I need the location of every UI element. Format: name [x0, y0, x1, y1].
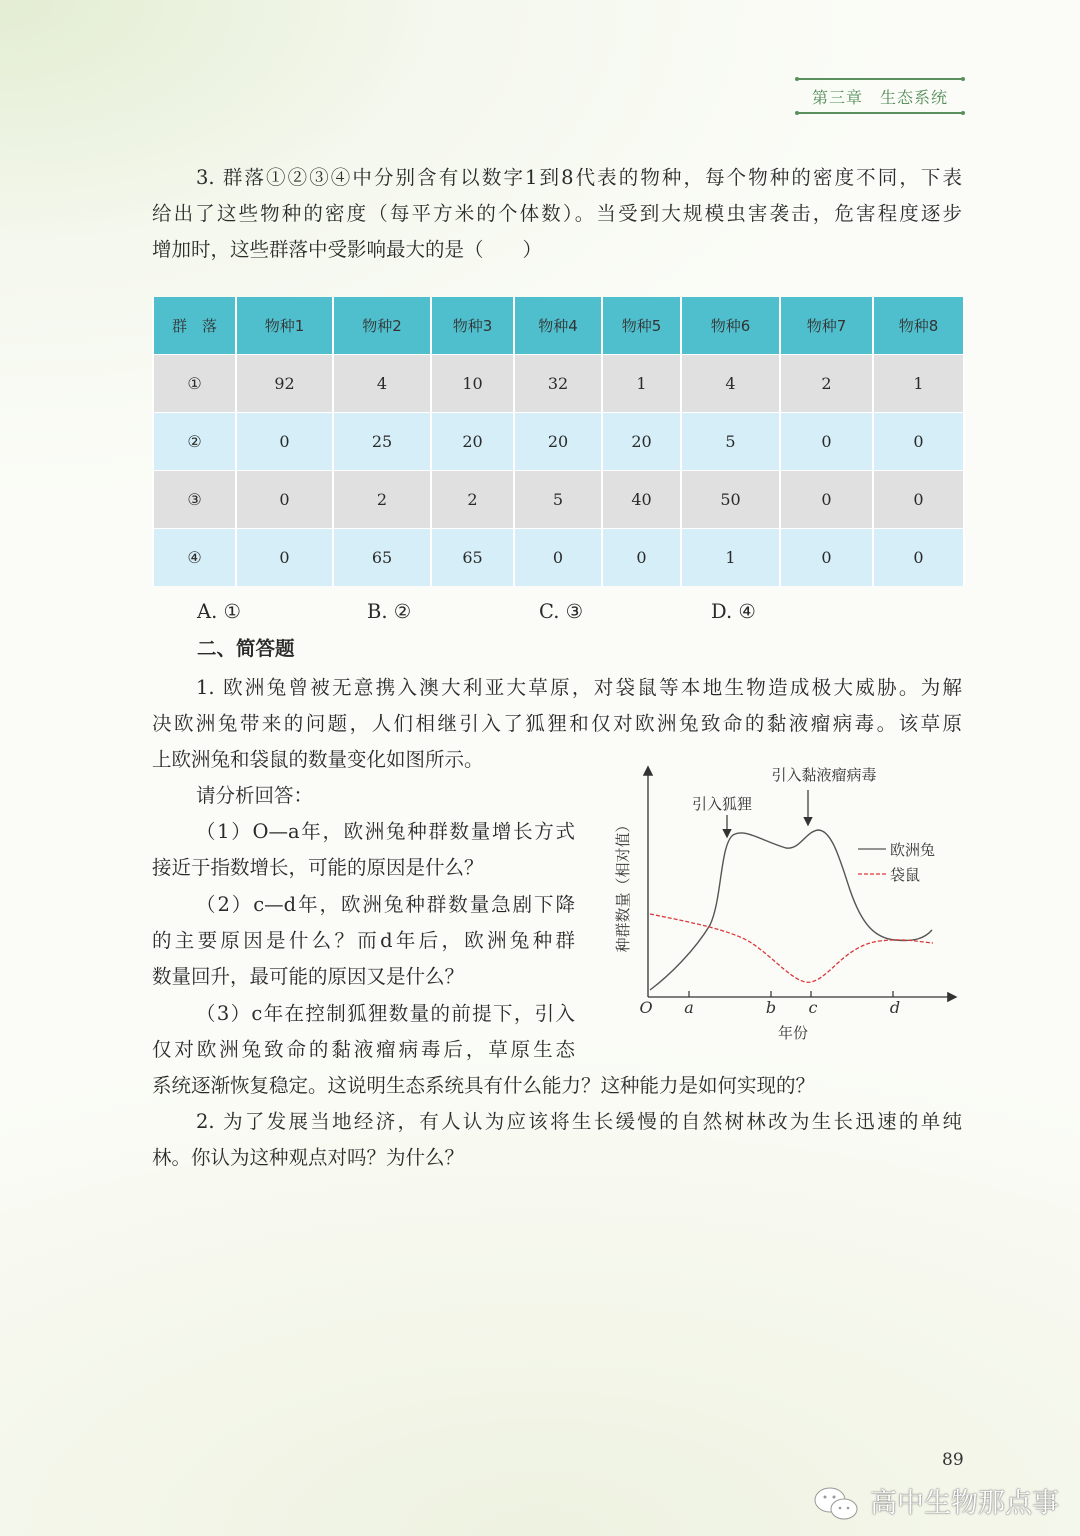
- table-row: [153, 413, 964, 471]
- density-cell: 1: [681, 529, 780, 587]
- q1-line: 仅对欧洲兔致命的黏液瘤病毒后，草原生态: [152, 1038, 575, 1061]
- header-cell: 物种8: [873, 297, 964, 355]
- density-cell: 1: [602, 355, 681, 413]
- density-cell: 0: [780, 529, 873, 587]
- community-cell: ③: [153, 471, 236, 529]
- table-row: [153, 355, 964, 413]
- species-density-table: [152, 297, 965, 586]
- density-cell: 20: [602, 413, 681, 471]
- density-cell: 20: [514, 413, 602, 471]
- q1-line: 数量回升，最可能的原因又是什么？: [152, 965, 465, 988]
- wechat-icon: [812, 1484, 862, 1524]
- density-cell: 0: [602, 529, 681, 587]
- q2-line: 2. 为了发展当地经济，有人认为应该将生长缓慢的自然树林改为生长迅速的单纯: [196, 1110, 962, 1133]
- density-cell: 0: [873, 413, 964, 471]
- density-cell: 32: [514, 355, 602, 413]
- density-cell: 50: [681, 471, 780, 529]
- density-cell: 0: [780, 413, 873, 471]
- density-cell: 40: [602, 471, 681, 529]
- header-cell: 群 落: [153, 297, 236, 355]
- community-cell: ②: [153, 413, 236, 471]
- q3-line: 3. 群落①②③④中分别含有以数字1到8代表的物种，每个物种的密度不同，下表: [196, 166, 962, 189]
- legend-marsupial: 袋鼠: [890, 866, 921, 884]
- option-a: A. ①: [197, 600, 241, 623]
- density-cell: 2: [431, 471, 514, 529]
- y-axis-label: 种群数量（相对值）: [614, 817, 632, 953]
- density-cell: 92: [236, 355, 333, 413]
- table-header-row: [153, 297, 964, 355]
- page-number: 89: [942, 1450, 964, 1470]
- watermark: [812, 1484, 1059, 1524]
- density-cell: 0: [873, 529, 964, 587]
- header-cell: 物种2: [333, 297, 431, 355]
- density-cell: 1: [873, 355, 964, 413]
- density-cell: 5: [514, 471, 602, 529]
- density-cell: 0: [780, 471, 873, 529]
- header-cell: 物种4: [514, 297, 602, 355]
- section-heading: 二、简答题: [197, 637, 295, 660]
- annotation-fox: 引入狐狸: [691, 795, 753, 813]
- tick-label-d: d: [889, 998, 901, 1017]
- q1-line: （2）c—d年，欧洲兔种群数量急剧下降: [196, 893, 575, 916]
- header-rule-top: [796, 78, 964, 80]
- q3-line: 增加时，这些群落中受影响最大的是（ ）: [152, 238, 543, 261]
- tick-label-c: c: [808, 998, 818, 1017]
- density-cell: 5: [681, 413, 780, 471]
- density-cell: 2: [333, 471, 431, 529]
- header-cell: 物种5: [602, 297, 681, 355]
- option-c: C. ③: [539, 600, 584, 623]
- header-cell: 物种6: [681, 297, 780, 355]
- q1-line: 系统逐渐恢复稳定。这说明生态系统具有什么能力？这种能力是如何实现的？: [152, 1074, 816, 1097]
- tick-label-a: a: [684, 998, 694, 1017]
- q1-line: 1. 欧洲兔曾被无意携入澳大利亚大草原，对袋鼠等本地生物造成极大威胁。为解: [196, 676, 962, 699]
- q1-line: 请分析回答：: [196, 784, 314, 807]
- density-cell: 0: [236, 529, 333, 587]
- density-cell: 20: [431, 413, 514, 471]
- q1-line: （1）O—a年，欧洲兔种群数量增长方式: [196, 820, 575, 843]
- tick-label-o: O: [639, 998, 653, 1017]
- density-cell: 2: [780, 355, 873, 413]
- density-cell: 65: [431, 529, 514, 587]
- q1-line: 决欧洲兔带来的问题，人们相继引入了狐狸和仅对欧洲兔致命的黏液瘤病毒。该草原: [152, 712, 962, 735]
- header-cell: 物种7: [780, 297, 873, 355]
- density-cell: 4: [681, 355, 780, 413]
- header-cell: 物种3: [431, 297, 514, 355]
- header-rule-bottom: [796, 112, 964, 114]
- density-cell: 0: [514, 529, 602, 587]
- q1-line: 上欧洲兔和袋鼠的数量变化如图所示。: [152, 748, 484, 771]
- option-b: B. ②: [367, 600, 412, 623]
- q1-line: （3）c年在控制狐狸数量的前提下，引入: [196, 1002, 575, 1025]
- legend-rabbit: 欧洲兔: [890, 841, 936, 859]
- option-d: D. ④: [711, 600, 756, 623]
- chapter-title: 第三章 生态系统: [811, 88, 948, 107]
- density-cell: 0: [236, 413, 333, 471]
- density-cell: 4: [333, 355, 431, 413]
- density-cell: 10: [431, 355, 514, 413]
- community-cell: ①: [153, 355, 236, 413]
- tick-label-b: b: [765, 998, 777, 1017]
- population-chart: [600, 760, 980, 1050]
- density-cell: 65: [333, 529, 431, 587]
- q1-line: 的主要原因是什么？而d年后，欧洲兔种群: [152, 929, 575, 952]
- table-row: [153, 529, 964, 587]
- table-row: [153, 471, 964, 529]
- marsupial-curve: [650, 914, 933, 982]
- watermark-text: 高中生物那点事: [870, 1488, 1059, 1519]
- community-cell: ④: [153, 529, 236, 587]
- q1-line: 接近于指数增长，可能的原因是什么？: [152, 856, 484, 879]
- q2-line: 林。你认为这种观点对吗？为什么？: [152, 1146, 465, 1169]
- x-axis-label: 年份: [777, 1024, 809, 1042]
- density-cell: 25: [333, 413, 431, 471]
- q3-line: 给出了这些物种的密度（每平方米的个体数）。当受到大规模虫害袭击，危害程度逐步: [152, 202, 962, 225]
- header-cell: 物种1: [236, 297, 333, 355]
- density-cell: 0: [236, 471, 333, 529]
- chapter-header: [796, 78, 964, 114]
- annotation-virus: 引入黏液瘤病毒: [771, 766, 877, 784]
- density-cell: 0: [873, 471, 964, 529]
